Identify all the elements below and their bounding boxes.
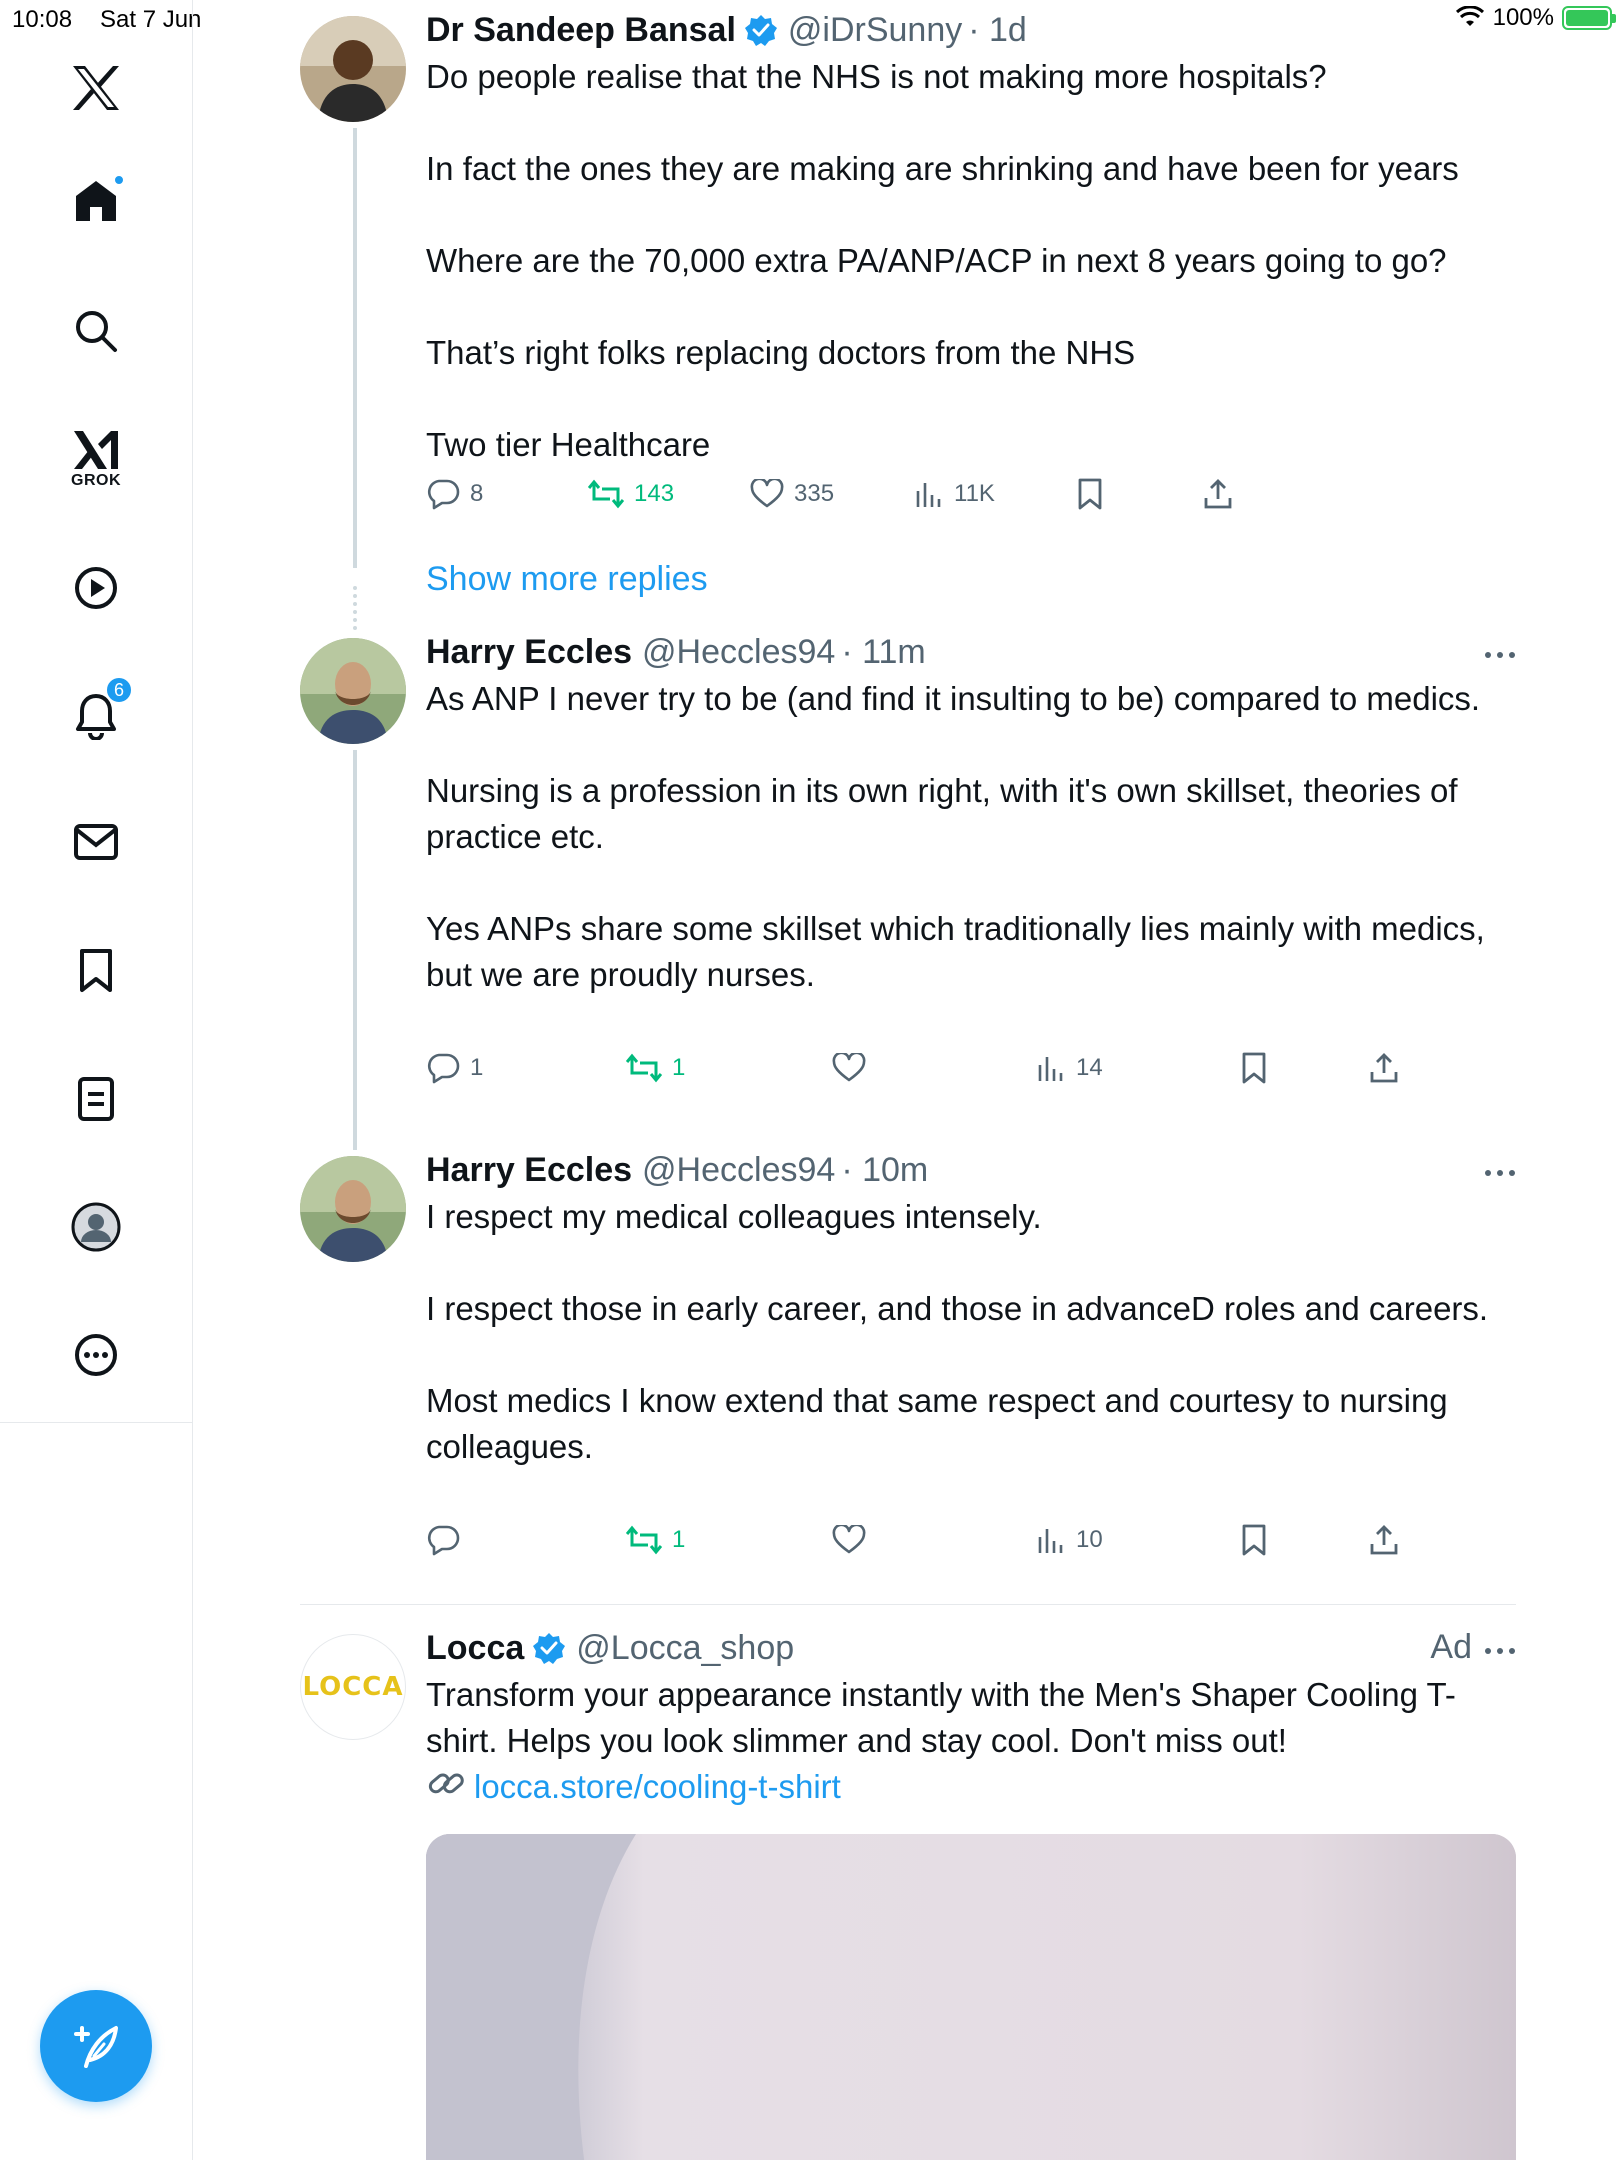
video-icon[interactable] [73, 565, 119, 611]
tweet-text [426, 676, 1516, 998]
tweet-paragraph: Two tier Healthcare [426, 426, 711, 463]
tweet[interactable] [426, 1150, 1516, 1470]
reply-icon [426, 1052, 460, 1084]
like-button[interactable] [750, 479, 834, 509]
author-handle[interactable]: @Heccles94 [642, 1151, 836, 1189]
repost-count: 143 [634, 480, 675, 507]
reply-icon [426, 478, 460, 510]
compose-post-button[interactable] [40, 1990, 152, 2102]
tweet[interactable] [426, 632, 1516, 998]
bookmark-icon [1240, 1052, 1268, 1084]
repost-button[interactable] [626, 1525, 685, 1555]
author-name[interactable]: Harry Eccles [426, 1151, 633, 1189]
avatar[interactable] [300, 1156, 406, 1262]
tweet-time[interactable]: · 11m [841, 633, 926, 671]
bookmark-icon [1076, 478, 1104, 510]
status-time: 10:08 [12, 6, 73, 33]
avatar[interactable] [300, 638, 406, 744]
verified-badge-icon [532, 1631, 566, 1665]
ad-label: Ad [1430, 1628, 1472, 1666]
repost-count: 1 [672, 1054, 686, 1081]
views-icon [1036, 1525, 1066, 1555]
repost-button[interactable] [588, 479, 674, 509]
tweet-paragraph: Most medics I know extend that same respect and courtesy to nursing colleagues. [426, 1382, 1448, 1465]
battery-icon [1562, 6, 1612, 30]
like-count: 335 [794, 480, 835, 507]
author-handle[interactable]: @Heccles94 [642, 633, 836, 671]
repost-icon [626, 1525, 662, 1555]
more-options-icon[interactable] [1484, 646, 1516, 664]
views-button[interactable] [1036, 1053, 1103, 1083]
author-name[interactable]: Harry Eccles [426, 633, 633, 671]
bookmark-button[interactable] [1240, 1052, 1268, 1084]
bookmark-button[interactable] [1076, 478, 1104, 510]
ad-media-image[interactable] [426, 1834, 1516, 2160]
grok-nav-item[interactable] [71, 428, 121, 490]
advertiser-avatar[interactable] [300, 1634, 406, 1740]
heart-icon [832, 1053, 866, 1083]
avatar[interactable] [300, 16, 406, 122]
heart-icon [750, 479, 784, 509]
more-options-icon[interactable] [1484, 1642, 1516, 1660]
search-icon[interactable] [73, 308, 119, 354]
reply-count: 8 [470, 480, 484, 507]
lists-icon[interactable] [76, 1076, 116, 1122]
repost-icon [588, 479, 624, 509]
views-count: 10 [1076, 1526, 1103, 1553]
share-button[interactable] [1368, 1052, 1400, 1084]
profile-icon[interactable] [71, 1202, 121, 1252]
link-icon [426, 1766, 466, 1812]
repost-count: 1 [672, 1526, 686, 1553]
tweet-paragraph: I respect those in early career, and those in advanceD roles and careers. [426, 1290, 1489, 1327]
share-icon [1368, 1052, 1400, 1084]
views-icon [914, 479, 944, 509]
messages-icon[interactable] [73, 821, 119, 863]
battery-percent: 100% [1492, 4, 1554, 31]
views-button[interactable] [914, 479, 995, 509]
more-options-icon[interactable] [1484, 1164, 1516, 1182]
tweet-paragraph: Where are the 70,000 extra PA/ANP/ACP in next 8 years going to go? [426, 242, 1447, 279]
compose-feather-icon [68, 2018, 124, 2074]
more-menu-icon[interactable] [73, 1332, 119, 1378]
tweet-text [426, 54, 1516, 468]
author-handle[interactable]: @iDrSunny [787, 11, 963, 49]
reply-icon [426, 1524, 460, 1556]
views-count: 11K [954, 480, 995, 507]
sidebar-divider [0, 1422, 193, 1423]
bookmark-icon [1240, 1524, 1268, 1556]
tweet-paragraph: In fact the ones they are making are shrinking and have been for years [426, 150, 1459, 187]
tweet-time[interactable]: · 1d [968, 11, 1027, 49]
notifications-badge: 6 [105, 676, 133, 704]
share-button[interactable] [1368, 1524, 1400, 1556]
thread-connector-dotted [353, 586, 357, 630]
x-logo-icon[interactable] [70, 64, 122, 112]
tweet-divider [300, 1604, 1516, 1605]
home-icon[interactable] [73, 178, 119, 224]
bookmark-button[interactable] [1240, 1524, 1268, 1556]
tweet-paragraph: That’s right folks replacing doctors from the NHS [426, 334, 1136, 371]
like-button[interactable] [832, 1053, 876, 1083]
ad-paragraph: Transform your appearance instantly with the Men's Shaper Cooling T-shirt. Helps you look slimmer and stay cool. Don't miss out! [426, 1676, 1456, 1759]
bookmarks-icon[interactable] [76, 948, 116, 994]
home-unread-dot [113, 174, 125, 186]
thread-connector [353, 128, 357, 568]
advertiser-name[interactable]: Locca [426, 1629, 525, 1667]
grok-label: GROK [71, 472, 121, 489]
tweet[interactable] [426, 10, 1516, 468]
like-button[interactable] [832, 1525, 876, 1555]
ad-tweet[interactable] [426, 1628, 1516, 1812]
tweet-paragraph: Do people realise that the NHS is not making more hospitals? [426, 58, 1327, 95]
tweet-text [426, 1194, 1516, 1470]
tweet-time[interactable]: · 10m [841, 1151, 929, 1189]
share-button[interactable] [1202, 478, 1234, 510]
tweet-paragraph: Yes ANPs share some skillset which traditionally lies mainly with medics, but we are proudly nurses. [426, 910, 1485, 993]
ad-text [426, 1672, 1516, 1812]
thread-connector [353, 750, 357, 1150]
tweet-paragraph: I respect my medical colleagues intensely. [426, 1198, 1042, 1235]
reply-button[interactable] [426, 478, 483, 510]
reply-count: 1 [470, 1054, 484, 1081]
views-button[interactable] [1036, 1525, 1103, 1555]
grok-icon [71, 428, 121, 472]
tweet-paragraph: Nursing is a profession in its own right, with it's own skillset, theories of practice etc. [426, 772, 1458, 855]
repost-button[interactable] [626, 1053, 685, 1083]
repost-icon [626, 1053, 662, 1083]
author-name[interactable]: Dr Sandeep Bansal [426, 11, 736, 49]
views-count: 14 [1076, 1054, 1103, 1081]
status-date: Sat 7 Jun [100, 6, 202, 33]
show-more-replies-link[interactable]: Show more replies [426, 560, 708, 598]
share-icon [1368, 1524, 1400, 1556]
verified-badge-icon [744, 13, 778, 47]
advertiser-logo-text: LOCCA [302, 1672, 404, 1702]
views-icon [1036, 1053, 1066, 1083]
notifications-icon[interactable] [73, 679, 124, 740]
reply-button[interactable] [426, 1052, 483, 1084]
share-icon [1202, 478, 1234, 510]
advertiser-handle[interactable]: @Locca_shop [576, 1629, 795, 1667]
tweet-paragraph: As ANP I never try to be (and find it insulting to be) compared to medics. [426, 680, 1481, 717]
heart-icon [832, 1525, 866, 1555]
ad-link[interactable]: locca.store/cooling-t-shirt [474, 1768, 841, 1805]
reply-button[interactable] [426, 1524, 470, 1556]
